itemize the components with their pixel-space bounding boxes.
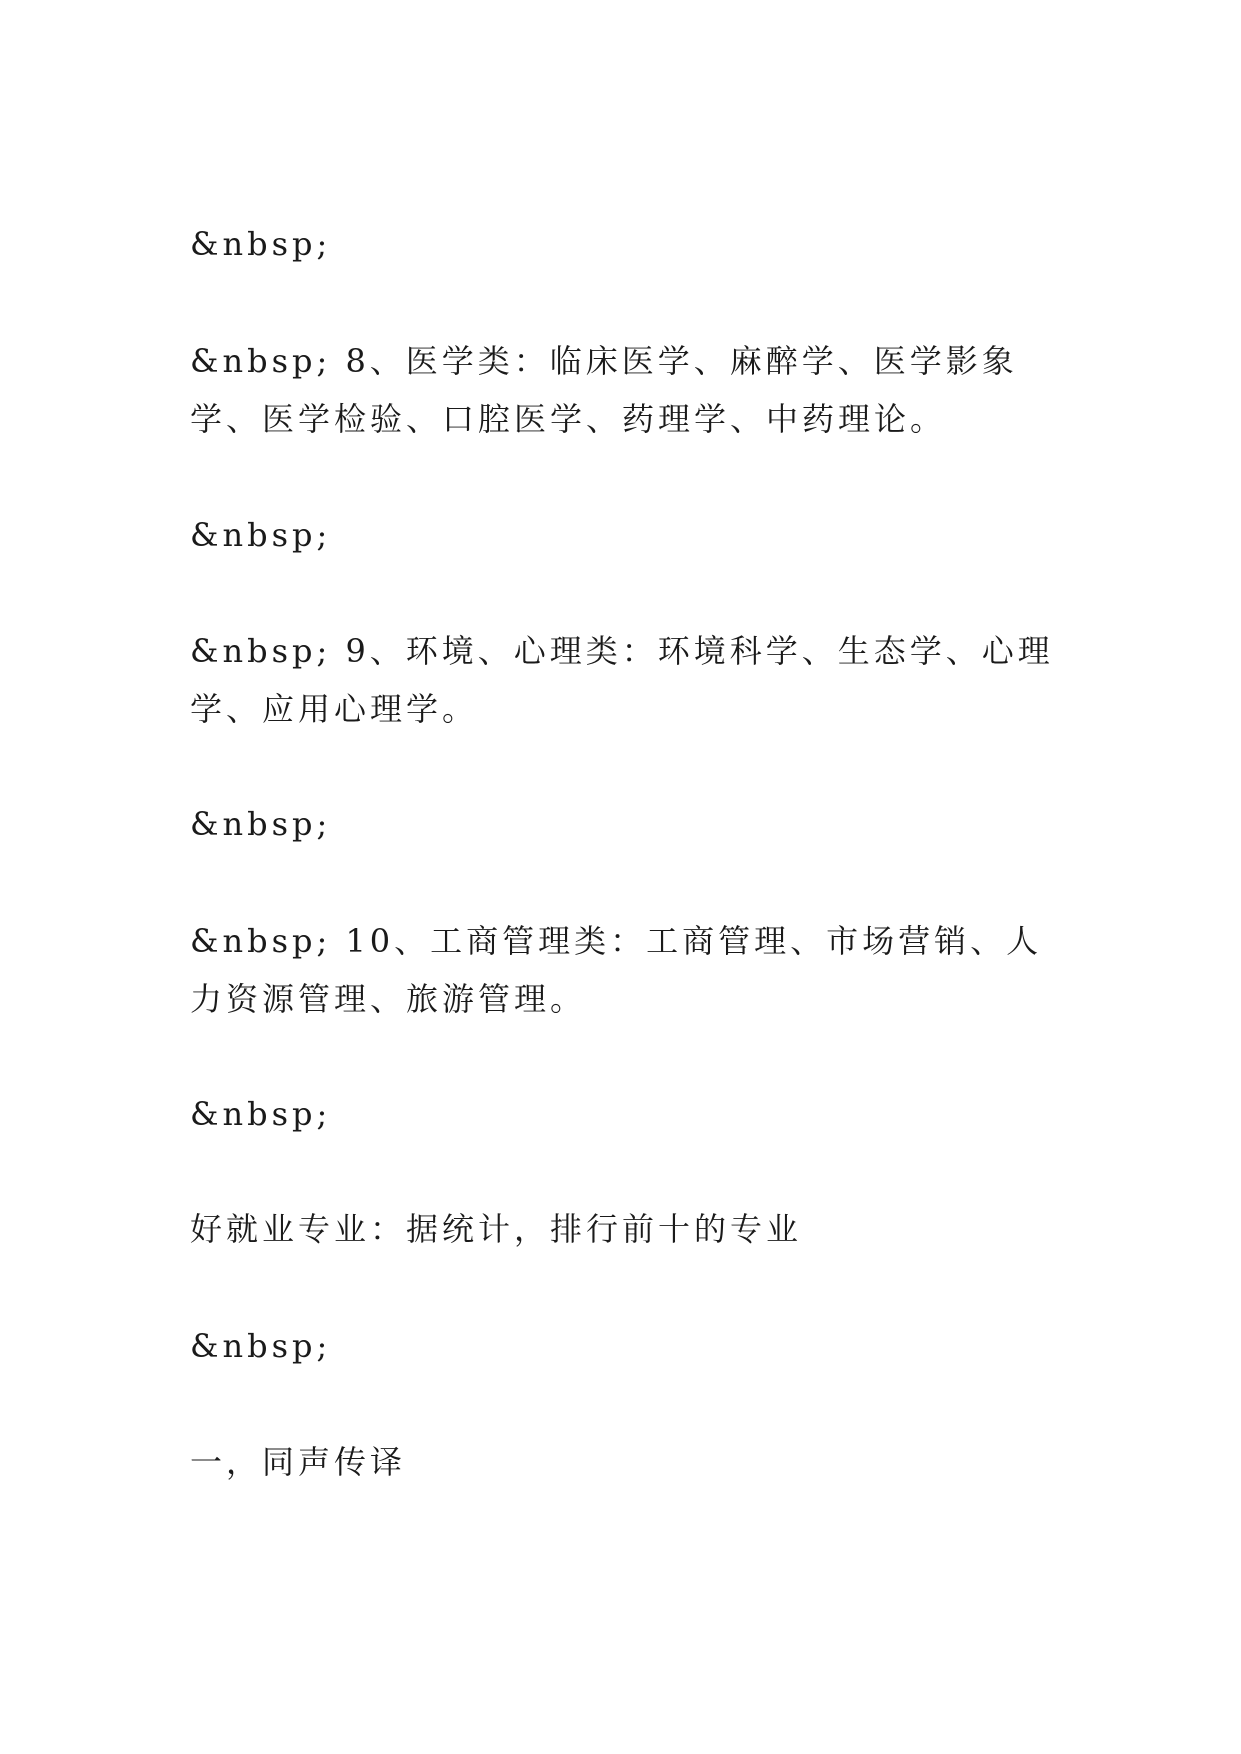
paragraph-spacer: &nbsp; xyxy=(190,1095,332,1133)
paragraph-employment-heading: 好就业专业：据统计，排行前十的专业 xyxy=(190,1210,803,1248)
paragraph-spacer: &nbsp; xyxy=(190,516,332,554)
paragraph-spacer: &nbsp; xyxy=(190,1327,332,1365)
paragraph-spacer: &nbsp; xyxy=(190,805,332,843)
paragraph-list-item-interpreting: 一，同声传译 xyxy=(190,1443,407,1481)
paragraph-business-management-majors: &nbsp; 10、工商管理类：工商管理、市场营销、人力资源管理、旅游管理。 xyxy=(190,922,1043,1018)
paragraph-spacer: &nbsp; xyxy=(190,225,332,263)
paragraph-medical-majors: &nbsp; 8、医学类：临床医学、麻醉学、医学影象学、医学检验、口腔医学、药理学、中药理论。 xyxy=(190,342,1018,438)
paragraph-environment-psychology-majors: &nbsp; 9、环境、心理类：环境科学、生态学、心理学、应用心理学。 xyxy=(190,632,1054,728)
